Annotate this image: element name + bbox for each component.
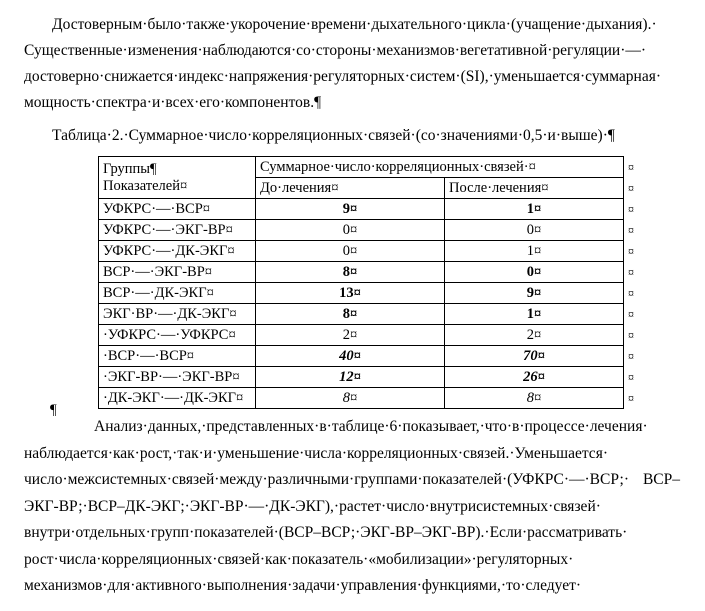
row-group-name: ·ВСР·—·ВСР¤: [99, 346, 256, 367]
row-end-mark: ¤: [628, 307, 634, 321]
table-row: [99, 283, 624, 304]
body-paragraph-1: [24, 12, 680, 116]
row-group-name: ВСР·—·ДК-ЭКГ¤: [99, 283, 256, 304]
row-end-mark: ¤: [628, 244, 634, 258]
paragraph-1-text: Достоверным·было·также·укорочение·времени·дыхательного·цикла·(учащение·дыхания).· Существенные·изменения·наблюдаются·со·стороны·механизмов·вегетативной·регуляции·—· достоверно·снижается·индекс·напряжения·регуляторных·систем·(SI),·уменьшается·суммарная· мощность·спектра·и·всех·его·компонентов.¶: [24, 16, 661, 111]
row-before-value: 12¤: [256, 367, 445, 388]
row-before-value: 0¤: [256, 220, 445, 241]
row-before-value: 8¤: [256, 262, 445, 283]
row-after-value: 0¤: [445, 262, 624, 283]
row-before-value: 9¤: [256, 199, 445, 220]
table-row: [99, 262, 624, 283]
row-before-value: 8¤: [256, 388, 445, 409]
row-after-value: 1¤: [445, 304, 624, 325]
body-paragraph-2: [24, 414, 680, 600]
table-body: [99, 199, 624, 409]
header-groups-line2: Показателей¤: [103, 177, 188, 194]
empty-paragraph-mark: ¶: [50, 402, 57, 418]
row-end-mark: ¤: [628, 328, 634, 342]
row-group-name: УФКРС·—·ДК-ЭКГ¤: [99, 241, 256, 262]
row-group-name: ·ДК-ЭКГ·—·ДК-ЭКГ¤: [99, 388, 256, 409]
row-group-name: ·ЭКГ-ВР·—·ЭКГ-ВР¤: [99, 367, 256, 388]
row-end-mark: ¤: [628, 202, 634, 216]
row-before-value: 2¤: [256, 325, 445, 346]
row-group-name: ЭКГ·ВР·—·ДК-ЭКГ¤: [99, 304, 256, 325]
row-end-mark: ¤: [628, 391, 634, 405]
table-row: [99, 325, 624, 346]
table-row: [99, 199, 624, 220]
header-after-treatment: После·лечения¤: [445, 178, 624, 199]
correlation-table: [98, 156, 624, 409]
row-after-value: 9¤: [445, 283, 624, 304]
row-end-mark: ¤: [628, 349, 634, 363]
row-before-value: 0¤: [256, 241, 445, 262]
row-after-value: 1¤: [445, 241, 624, 262]
table-row: [99, 367, 624, 388]
row-after-value: 8¤: [445, 388, 624, 409]
header-before-treatment: До·лечения¤: [256, 178, 445, 199]
paragraph-2-text: Анализ·данных,·представленных·в·таблице·6·показывает,·что·в·процессе·лечения· наблюдается·как·рост,·так·и·уменьшение·числа·корреляционных·связей.·Уменьшается· число·межсистемных·связей·между·различными·группами·показателей·(УФКРС·—·ВСР;· ВСР–ЭКГ-ВР;·ВСР–ДК-ЭКГ;·ЭКГ-ВР·—·ДК-ЭКГ),·растет·число·внутрисистемных·связей· внутри·отдельных·групп·показателей·(ВСР–ВСР;·ЭКГ-ВР–ЭКГ-ВР).·Если·рассматривать· рост·числа·корреляционных·связей·как·показатель·«мобилизации»·регуляторных· механизмов·для·активного·выполнения·задачи·управления·функциями,·то·следует·: [24, 418, 680, 594]
row-after-value: 70¤: [445, 346, 624, 367]
row-end-mark: ¤: [628, 286, 634, 300]
row-after-value: 1¤: [445, 199, 624, 220]
table-header-row-1: [99, 157, 624, 178]
row-after-value: 26¤: [445, 367, 624, 388]
table-row: [99, 346, 624, 367]
header-groups-line1: Группы¶: [103, 160, 157, 177]
header-groups-cell: [99, 157, 256, 199]
row-end-mark: ¤: [628, 181, 634, 195]
row-group-name: ВСР·—·ЭКГ-ВР¤: [99, 262, 256, 283]
table-row: [99, 220, 624, 241]
row-end-mark: ¤: [628, 160, 634, 174]
table-caption: Таблица·2.·Суммарное·число·корреляционных·связей·(со·значениями·0,5·и·выше)·¶: [52, 127, 615, 144]
row-before-value: 13¤: [256, 283, 445, 304]
row-before-value: 40¤: [256, 346, 445, 367]
row-before-value: 8¤: [256, 304, 445, 325]
row-group-name: УФКРС·—·ВСР¤: [99, 199, 256, 220]
row-end-mark: ¤: [628, 370, 634, 384]
table-row: [99, 304, 624, 325]
row-end-mark: ¤: [628, 265, 634, 279]
row-after-value: 2¤: [445, 325, 624, 346]
row-end-mark: ¤: [628, 223, 634, 237]
row-after-value: 0¤: [445, 220, 624, 241]
header-total-links: Суммарное·число·корреляционных·связей·¤: [256, 157, 624, 178]
table-row: [99, 388, 624, 409]
row-group-name: ·УФКРС·—·УФКРС¤: [99, 325, 256, 346]
row-group-name: УФКРС·—·ЭКГ-ВР¤: [99, 220, 256, 241]
table-row: [99, 241, 624, 262]
